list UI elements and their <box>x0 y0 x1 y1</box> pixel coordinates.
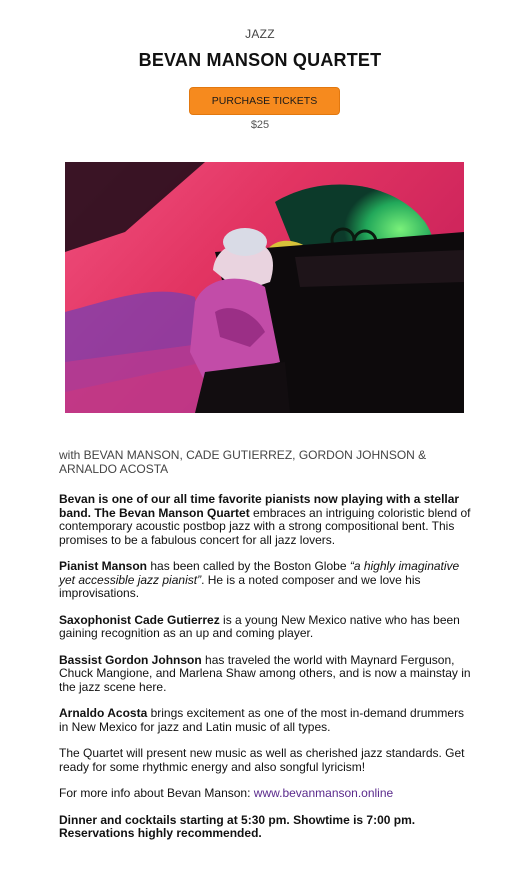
pianist-bold: Pianist Manson <box>59 559 148 573</box>
drummer-bold: Arnaldo Acosta <box>59 706 148 720</box>
paragraph-drummer <box>59 707 474 734</box>
lineup-text: with BEVAN MANSON, CADE GUTIERREZ, GORDON JOHNSON & ARNALDO ACOSTA <box>59 448 427 476</box>
pianist-mid: has been called by the Boston Globe <box>147 559 350 573</box>
paragraph-showtime <box>59 814 474 841</box>
bassist-rest: has traveled the world with Maynard Ferguson, Chuck Mangione, and Marlena Shaw among others, and is now a mainstay in the jazz scene here. <box>59 652 471 694</box>
pianist-quote: “a highly imaginative yet accessible jazz pianist” <box>59 559 460 587</box>
website-link[interactable]: www.bevanmanson.online <box>253 786 394 800</box>
intro-bold: Bevan is one of our all time favorite pianists now playing with a stellar band. The Bevan Manson Quartet <box>59 492 460 520</box>
more-info-label: For more info about Bevan Manson: <box>59 786 254 800</box>
pianist-rest: . He is a noted composer and we love his improvisations. <box>59 572 421 600</box>
paragraph-more-info <box>59 787 474 801</box>
purchase-tickets-button[interactable]: PURCHASE TICKETS <box>189 87 340 115</box>
bassist-bold: Bassist Gordon Johnson <box>59 652 202 667</box>
performer-photo <box>65 162 464 413</box>
drummer-rest: brings excitement as one of the most in-demand drummers in New Mexico for jazz and Latin music of all types. <box>59 706 465 734</box>
event-category: JAZZ <box>245 27 275 41</box>
saxophonist-rest: is a young New Mexico native who has been gaining recognition as an up and coming player. <box>59 612 460 640</box>
saxophonist-bold: Saxophonist Cade Gutierrez <box>59 612 220 627</box>
intro-rest: embraces an intriguing coloristic blend of contemporary acoustic postbop jazz with a strong compositional bent. This promises to be a fabulous concert for all jazz lovers. <box>59 505 471 547</box>
paragraph-saxophonist <box>59 614 474 641</box>
paragraph-bassist <box>59 654 474 695</box>
paragraph-program: The Quartet will present new music as well as cherished jazz standards. Get ready for some rhythmic energy and also songful lyricism! <box>59 746 465 774</box>
paragraph-intro <box>59 493 474 547</box>
showtime-bold: Dinner and cocktails starting at 5:30 pm. Showtime is 7:00 pm. Reservations highly recommended. <box>59 812 416 840</box>
paragraph-pianist <box>59 560 474 601</box>
event-title: BEVAN MANSON QUARTET <box>138 50 382 70</box>
event-description <box>59 493 474 854</box>
ticket-price: $25 <box>250 119 270 131</box>
